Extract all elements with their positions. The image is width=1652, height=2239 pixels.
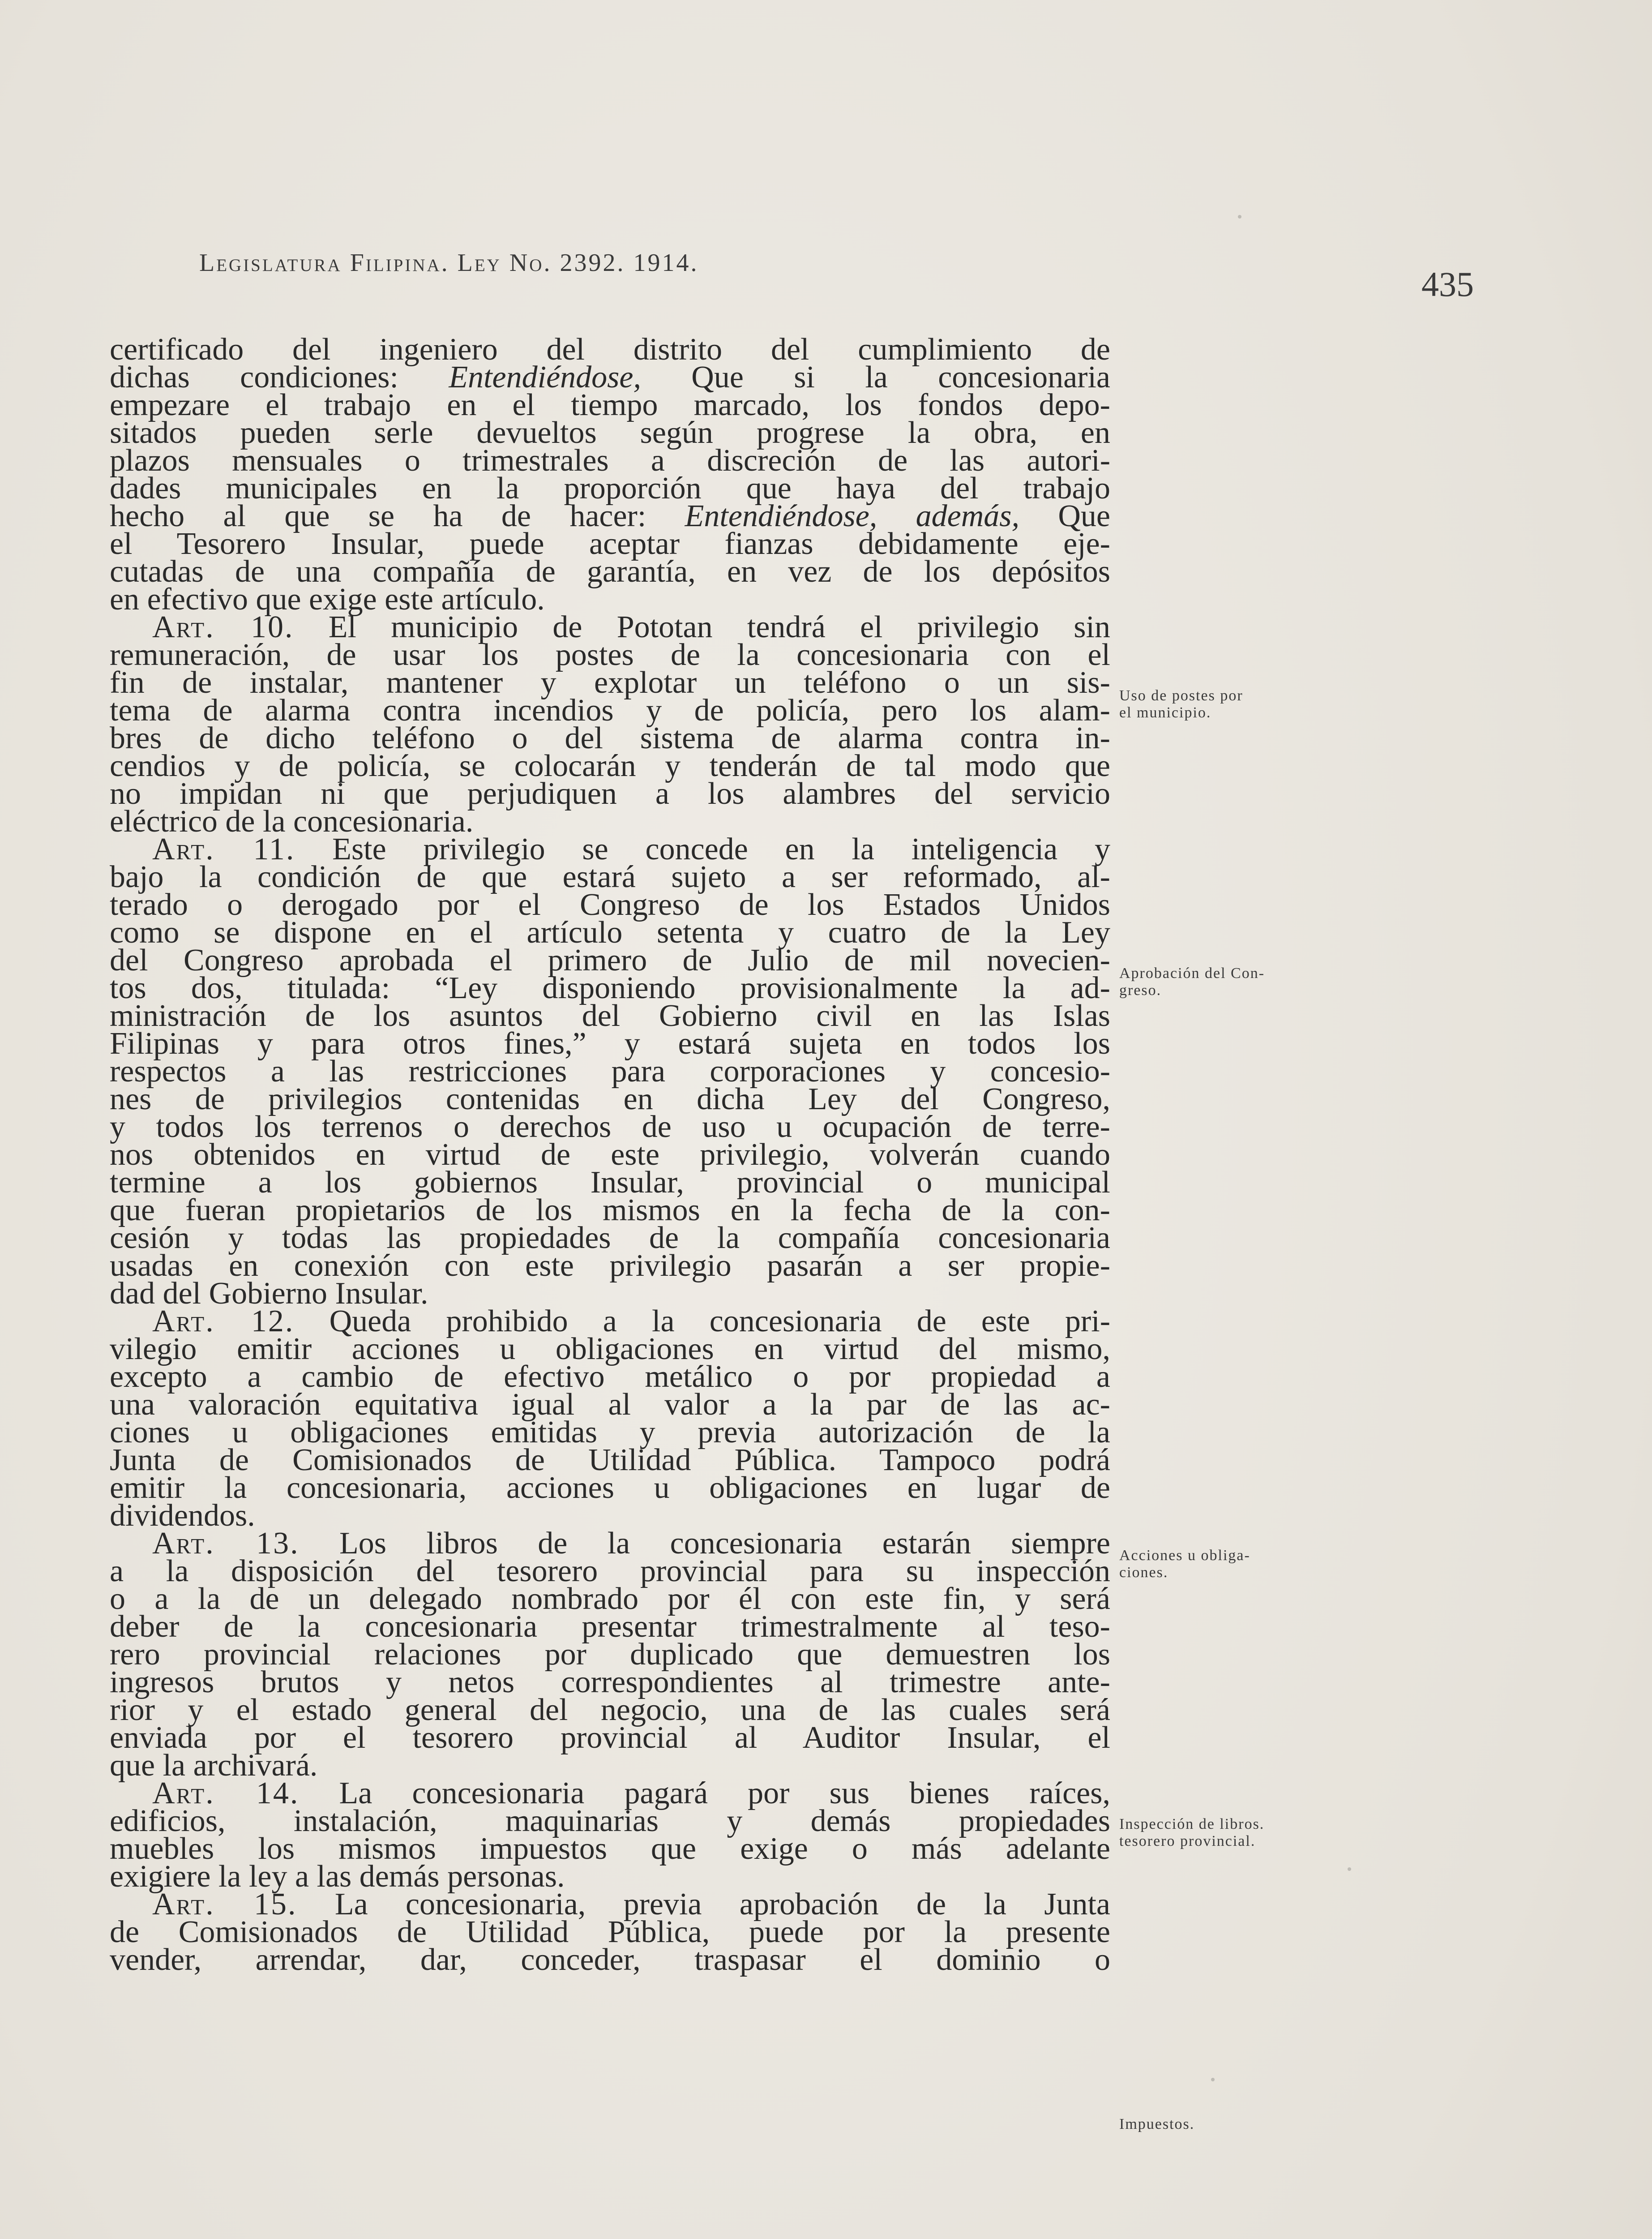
line-text: enviada por el tesorero provincial al Auditor Insular, el (110, 1720, 1110, 1755)
text-line (110, 1165, 1110, 1200)
text-line (110, 1582, 1110, 1616)
text-line (110, 1360, 1110, 1394)
marginal-note-aprobacion-congreso (1119, 965, 1370, 999)
line-text: dividendos. (110, 1498, 255, 1533)
line-text: ingresos brutos y netos correspondientes al trimestre ante- (110, 1665, 1110, 1699)
line-text: nos obtenidos en virtud de este privilegio, volverán cuando (110, 1137, 1110, 1172)
text-line (110, 888, 1110, 922)
line-text: el Tesorero Insular, puede aceptar fianzas debidamente eje- (110, 527, 1110, 561)
line-text: y todos los terrenos o derechos de uso u ocupación de terre- (110, 1110, 1110, 1144)
line-text: Los libros de la concesionaria estarán siempre (299, 1526, 1110, 1561)
line-text: edificios, instalación, maquinarias y demás propiedades (110, 1804, 1110, 1838)
text-line (110, 1637, 1110, 1672)
line-text: empezare el trabajo en el tiempo marcado, los fondos depo- (110, 388, 1110, 422)
text-line (110, 749, 1110, 783)
line-text: El municipio de Pototan tendrá el privilegio sin (294, 610, 1110, 644)
note-line: tesorero provincial. (1119, 1833, 1256, 1849)
line-text: bres de dicho teléfono o del sistema de alarma contra in- (110, 721, 1110, 755)
text-line (110, 1498, 1110, 1533)
paper-speck (1348, 1867, 1351, 1871)
line-text: termine a los gobiernos Insular, provincial o municipal (110, 1165, 1110, 1200)
line-text: dades municipales en la proporción que haya del trabajo (110, 471, 1110, 506)
article-first-line (110, 1304, 1110, 1338)
marginal-note-inspeccion (1119, 1816, 1370, 1850)
text-line (110, 1665, 1110, 1699)
text-line (110, 1443, 1110, 1477)
text-line (110, 1915, 1110, 1949)
article-first-line (110, 1526, 1110, 1561)
text-line (110, 360, 1111, 395)
article-number: Art. 15. (152, 1887, 297, 1922)
paper-speck (1238, 215, 1241, 219)
text-line (110, 999, 1110, 1033)
line-text: certificado del ingeniero del distrito del cumplimiento de (110, 332, 1110, 367)
text-line (110, 1554, 1110, 1588)
line-text: remuneración, de usar los postes de la concesionaria con el (110, 638, 1110, 672)
text-line (110, 1943, 1110, 1977)
running-title: Legislatura Filipina. Ley No. 2392. 1914. (199, 249, 699, 277)
article-number: Art. 14. (152, 1776, 300, 1810)
emphasis-text: Entendiéndose, (449, 360, 641, 395)
emphasis-text: Entendiéndose, además, (685, 499, 1019, 533)
text-line (110, 1110, 1110, 1144)
text-line (110, 1276, 1110, 1311)
line-text: hecho al que se ha de hacer: (110, 499, 685, 533)
line-text: Que si la concesionaria (641, 360, 1111, 395)
text-line (110, 388, 1110, 422)
line-text: Junta de Comisionados de Utilidad Pública. Tampoco podrá (110, 1443, 1110, 1477)
line-text: cutadas de una compañía de garantía, en vez de los depósitos (110, 554, 1110, 589)
line-text: una valoración equitativa igual al valor a la par de las ac- (110, 1387, 1110, 1422)
article-number: Art. 13. (152, 1526, 300, 1561)
text-line (110, 804, 1110, 839)
text-line (110, 1082, 1110, 1116)
text-line (110, 1859, 1110, 1894)
line-text: que la archivará. (110, 1748, 318, 1783)
line-text: rior y el estado general del negocio, una de las cuales será (110, 1693, 1110, 1727)
line-text: a la disposición del tesorero provincial para su inspección (110, 1554, 1110, 1588)
line-text: del Congreso aprobada el primero de Julio de mil novecien- (110, 943, 1110, 978)
text-line (110, 443, 1110, 478)
article-number: Art. 12. (152, 1304, 295, 1338)
line-text: tema de alarma contra incendios y de policía, pero los alam- (110, 693, 1110, 728)
line-text: sitados pueden serle devueltos según progrese la obra, en (110, 416, 1110, 450)
line-text: respectos a las restricciones para corporaciones y concesio- (110, 1054, 1110, 1089)
text-line (110, 1026, 1110, 1061)
text-line (110, 721, 1110, 755)
line-text: tos dos, titulada: “Ley disponiendo provisionalmente la ad- (110, 971, 1110, 1005)
article-number: Art. 10. (152, 610, 294, 644)
text-line (110, 1471, 1110, 1505)
text-line (110, 943, 1110, 978)
text-line (110, 1415, 1110, 1450)
note-line: Acciones u obliga- (1119, 1547, 1250, 1564)
line-text: no impidan ni que perjudiquen a los alambres del servicio (110, 776, 1110, 811)
line-text: o a la de un delegado nombrado por él con este fin, y será (110, 1582, 1110, 1616)
article-number: Art. 11. (152, 832, 295, 866)
text-line (110, 1332, 1110, 1366)
text-line (110, 1804, 1110, 1838)
text-line (110, 1193, 1110, 1227)
text-line (110, 499, 1110, 533)
note-line: greso. (1119, 982, 1162, 999)
text-line (110, 693, 1110, 728)
line-text: exigiere la ley a las demás personas. (110, 1859, 565, 1894)
line-text: Este privilegio se concede en la inteligencia y (295, 832, 1110, 866)
line-text: deber de la concesionaria presentar trimestralmente al teso- (110, 1609, 1110, 1644)
line-text: como se dispone en el artículo setenta y cuatro de la Ley (110, 915, 1110, 950)
text-line (110, 582, 1110, 617)
article-first-line (110, 610, 1110, 644)
line-text: dichas condiciones: (110, 360, 449, 395)
article-first-line (110, 1887, 1110, 1922)
line-text: cendios y de policía, se colocarán y tenderán de tal modo que (110, 749, 1110, 783)
text-line (110, 416, 1110, 450)
line-text: Queda prohibido a la concesionaria de este pri- (294, 1304, 1110, 1338)
text-line (110, 527, 1110, 561)
line-text: ministración de los asuntos del Gobierno civil en las Islas (110, 999, 1110, 1033)
line-text: La concesionaria pagará por sus bienes raíces, (299, 1776, 1110, 1810)
line-text: terado o derogado por el Congreso de los Estados Unidos (110, 888, 1110, 922)
line-text: cesión y todas las propiedades de la compañía concesionaria (110, 1221, 1110, 1255)
article-first-line (110, 832, 1110, 866)
body-text (110, 332, 1111, 1977)
line-text: en efectivo que exige este artículo. (110, 582, 545, 617)
line-text: Que (1019, 499, 1110, 533)
text-line (110, 471, 1110, 506)
text-line (110, 1832, 1110, 1866)
line-text: muebles los mismos impuestos que exige o más adelante (110, 1832, 1110, 1866)
page-number: 435 (1421, 265, 1474, 304)
line-text: usadas en conexión con este privilegio pasarán a ser propie- (110, 1248, 1110, 1283)
line-text: bajo la condición de que estará sujeto a ser reformado, al- (110, 860, 1110, 894)
line-text: emitir la concesionaria, acciones u obligaciones en lugar de (110, 1471, 1110, 1505)
text-line (110, 860, 1110, 894)
line-text: ciones u obligaciones emitidas y previa autorización de la (110, 1415, 1110, 1450)
note-line: ciones. (1119, 1564, 1168, 1581)
line-text: nes de privilegios contenidas en dicha Ley del Congreso, (110, 1082, 1110, 1116)
line-text: de Comisionados de Utilidad Pública, puede por la presente (110, 1915, 1110, 1949)
note-line: el municipio. (1119, 704, 1211, 721)
line-text: La concesionaria, previa aprobación de la Junta (297, 1887, 1110, 1922)
text-line (110, 971, 1110, 1005)
line-text: excepto a cambio de efectivo metálico o por propiedad a (110, 1360, 1110, 1394)
text-line (110, 332, 1110, 367)
text-line (110, 1137, 1110, 1172)
text-line (110, 1609, 1110, 1644)
marginal-note-acciones (1119, 1547, 1370, 1581)
line-text: plazos mensuales o trimestrales a discreción de las autori- (110, 443, 1110, 478)
line-text: fin de instalar, mantener y explotar un teléfono o un sis- (110, 665, 1110, 700)
text-line (110, 1748, 1110, 1783)
note-line: Aprobación del Con- (1119, 965, 1265, 982)
article-first-line (110, 1776, 1110, 1810)
marginal-note-impuestos (1119, 2116, 1370, 2133)
text-line (110, 1054, 1110, 1089)
text-line (110, 1387, 1110, 1422)
line-text: vilegio emitir acciones u obligaciones en virtud del mismo, (110, 1332, 1110, 1366)
line-text: Filipinas y para otros fines,” y estará sujeta en todos los (110, 1026, 1110, 1061)
line-text: vender, arrendar, dar, conceder, traspasar el dominio o (110, 1943, 1110, 1977)
text-line (110, 638, 1110, 672)
text-line (110, 1693, 1110, 1727)
line-text: rero provincial relaciones por duplicado que demuestren los (110, 1637, 1110, 1672)
line-text: que fueran propietarios de los mismos en la fecha de la con- (110, 1193, 1110, 1227)
line-text: dad del Gobierno Insular. (110, 1276, 428, 1311)
note-line: Impuestos. (1119, 2116, 1195, 2132)
text-line (110, 1221, 1110, 1255)
marginal-note-uso-de-postes (1119, 687, 1370, 721)
text-line (110, 915, 1110, 950)
note-line: Uso de postes por (1119, 687, 1243, 704)
line-text: eléctrico de la concesionaria. (110, 804, 474, 839)
text-line (110, 1720, 1110, 1755)
text-line (110, 665, 1110, 700)
text-line (110, 776, 1110, 811)
note-line: Inspección de libros. (1119, 1816, 1265, 1832)
text-line (110, 1248, 1110, 1283)
text-line (110, 554, 1110, 589)
paper-speck (1211, 2078, 1215, 2081)
